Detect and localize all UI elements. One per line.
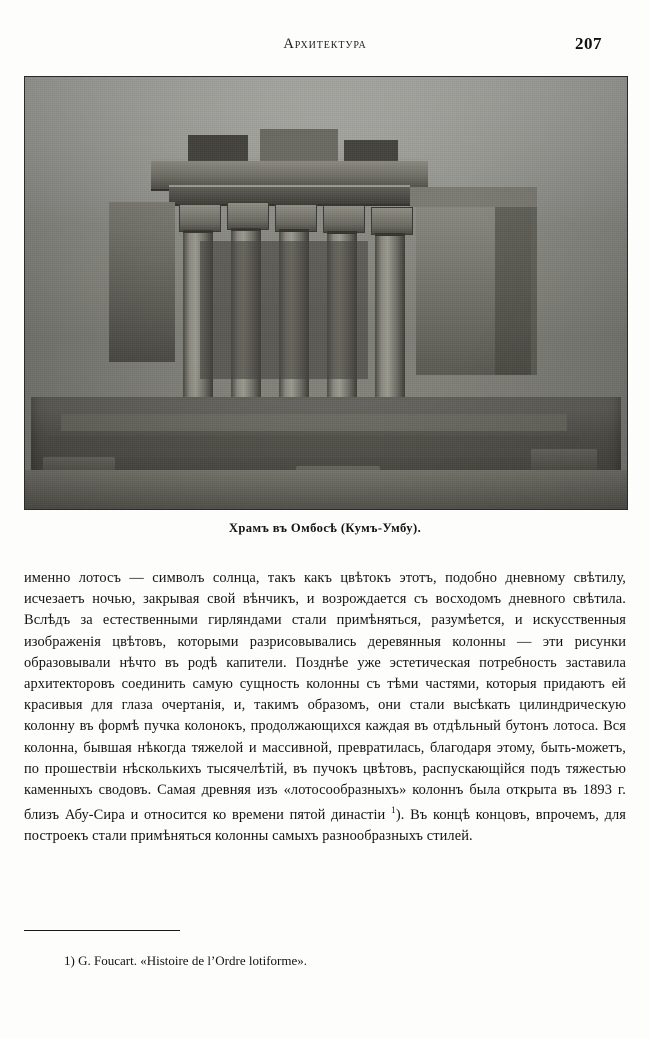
body-paragraph: [24, 568, 626, 847]
temple-column: [375, 233, 405, 406]
body-text: [24, 568, 626, 847]
figure-caption: Храмъ въ Омбосѣ (Кумъ-Умбу).: [228, 521, 422, 535]
footnote-marker: 1): [64, 953, 75, 968]
temple-photograph: [25, 77, 627, 509]
figure-plate: [24, 76, 628, 510]
temple-wall-left: [109, 202, 175, 362]
running-head: [24, 36, 626, 58]
paragraph-part-1: именно лотосъ — символъ солнца, такъ какъ цвѣтокъ этотъ, подобно дневному свѣтилу, исчезаетъ ночью, закрывая свой вѣнчикъ, и возрождается съ восходомъ дневного свѣтила. Вслѣдъ за естественными гирляндами стали примѣняться, разумѣется, и искусственныя изображенія цвѣтовъ, которыми разрисовывались деревянныя колонны — эти рисунки образовывали нѣчто въ родѣ капители. Позднѣе уже эстетическая потребность заставила архитекторовъ соединить самую сущность колонны съ тѣми частями, которыя придаютъ ей красивыя для глаза очертанія, и, такимъ образомъ, они стали высѣкать цилиндрическую колонну въ формѣ пучка колонокъ, продолжающихся каждая въ отдѣльный бутонъ лотоса. Вся колонна, бывшая нѣкогда тяжелой и массивной, превратилась, благодаря этому, быть-можетъ, по прошествіи нѣсколькихъ тысячелѣтій, въ пучокъ цвѣтовъ, распускающійся подъ тяжестью каменныхъ сводовъ. Самая древняя изъ «лотосообразныхъ» колоннъ была открыта въ 1893 г. близъ Абу-Сира и относится ко времени пятой династіи: [24, 570, 626, 824]
sand-foreground: [25, 470, 627, 509]
column-capital: [179, 204, 221, 232]
page-number: 207: [575, 34, 602, 53]
inner-hall-shadow: [200, 241, 369, 379]
column-capital: [275, 204, 317, 232]
footnote-reference: 1: [391, 806, 396, 817]
podium-course: [61, 414, 567, 431]
column-capital: [227, 202, 269, 230]
roof-block: [188, 135, 248, 161]
column-capital: [323, 205, 365, 233]
temple-wall-right-top: [410, 187, 536, 206]
footnote-text: G. Foucart. «Histoire de l’Ordre lotiforme».: [78, 953, 307, 968]
paragraph-part-2: ). Въ концѣ концовъ, впрочемъ, для построекъ стали примѣняться колонны самыхъ разнообразныхъ стилей.: [24, 807, 626, 845]
footnote-separator: [24, 930, 180, 931]
roof-block: [260, 129, 338, 161]
page-title: Архитектура: [283, 36, 367, 52]
roof-block: [344, 140, 398, 162]
column-capital: [371, 207, 413, 235]
podium-course: [49, 436, 579, 458]
footnote: [24, 952, 626, 970]
temple-wall-right-shadow: [495, 207, 537, 375]
